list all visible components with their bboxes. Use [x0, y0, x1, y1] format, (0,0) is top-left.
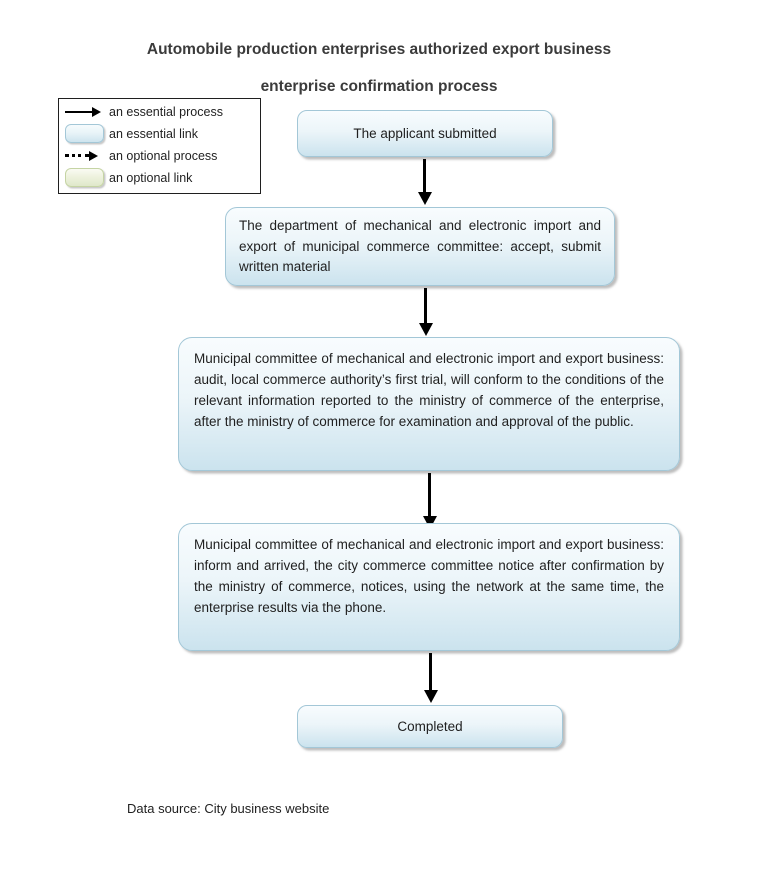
- dotted-arrow-icon: [65, 151, 109, 161]
- legend-item-essential-process: [65, 105, 255, 119]
- legend-item-optional-process: [65, 149, 255, 163]
- legend: [58, 98, 261, 194]
- legend-label: an optional process: [109, 148, 218, 163]
- essential-link-swatch: [65, 124, 109, 143]
- flow-step-text: The applicant submitted: [353, 126, 497, 141]
- flow-step-text: Municipal committee of mechanical and electronic import and export business: audit, local commerce authority’s first trial, will conform to the conditions of the relevant information reported to the ministry of commerce of the enterprise, after the ministry of commerce for examination and approval of the public.: [194, 351, 664, 429]
- legend-item-optional-link: [65, 168, 255, 187]
- optional-link-swatch: [65, 168, 109, 187]
- page-title-line-2: enterprise confirmation process: [260, 78, 498, 95]
- solid-arrow-icon: [65, 107, 109, 117]
- flow-step-applicant-submitted: [297, 110, 553, 157]
- flow-step-text: The department of mechanical and electronic import and export of municipal commerce committee: accept, submit written material: [239, 218, 601, 274]
- legend-label: an optional link: [109, 170, 193, 185]
- flow-step-accept-material: [225, 207, 615, 286]
- flow-step-text: Completed: [397, 719, 463, 734]
- down-arrow: [422, 473, 437, 529]
- flow-step-audit: [178, 337, 680, 471]
- flow-step-inform: [178, 523, 680, 651]
- down-arrow: [423, 653, 438, 703]
- legend-label: an essential link: [109, 126, 198, 141]
- page-title-line-1: Automobile production enterprises authorized export business: [146, 41, 612, 58]
- flow-step-text: Municipal committee of mechanical and electronic import and export business: inform and arrived, the city commerce committee notice after confirmation by the ministry of commerce, notices, using the network at the same time, the enterprise results via the phone.: [194, 537, 664, 615]
- data-source-note: Data source: City business website: [127, 801, 330, 816]
- down-arrow: [418, 288, 433, 336]
- flow-step-completed: [297, 705, 563, 748]
- page-title: [0, 31, 758, 105]
- down-arrow: [417, 159, 432, 205]
- legend-label: an essential process: [109, 104, 223, 119]
- legend-item-essential-link: [65, 124, 255, 143]
